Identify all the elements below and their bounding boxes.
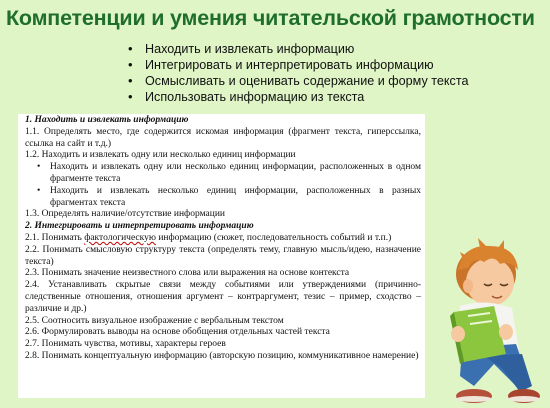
skill-item: • Интегрировать и интерпретировать информацию bbox=[128, 57, 468, 73]
doc-item: 2.7. Понимать чувства, мотивы, характеры героев bbox=[25, 339, 226, 350]
skills-list bbox=[128, 41, 468, 105]
doc-item: 2.5. Соотносить визуальное изображение с вербальным текстом bbox=[25, 315, 284, 326]
doc-text: 2.1. Понимать bbox=[25, 232, 85, 243]
doc-item: 2.2. Понимать смысловую структуру текста (определять тему, главную мысль/идею, назначение текста) bbox=[25, 244, 421, 267]
doc-item: 1.2. Находить и извлекать одну или несколько единиц информации bbox=[25, 150, 296, 161]
doc-item: 2.3. Понимать значение неизвестного слова или выражения на основе контекста bbox=[25, 268, 350, 279]
doc-item bbox=[25, 233, 421, 245]
section-heading: 2. Интегрировать и интерпретировать информацию bbox=[25, 221, 254, 232]
reading-boy-illustration bbox=[424, 236, 550, 408]
doc-item: 1.3. Определять наличие/отсутствие информации bbox=[25, 209, 225, 220]
doc-item: 2.4. Устанавливать скрытые связи между событиями или утверждениями (причинно-следственные отношения, отношения аргумент – контраргумент, тезис – пример, сходство – различие и др.) bbox=[25, 280, 421, 314]
doc-item: 1.1. Определять место, где содержится искомая информация (фрагмент текста, гиперссылка, ссылка на сайт и т.д.) bbox=[25, 126, 421, 149]
skill-item: • Находить и извлекать информацию bbox=[128, 41, 468, 57]
doc-item: 2.6. Формулировать выводы на основе обобщения отдельных частей текста bbox=[25, 327, 330, 338]
doc-subitem: • Находить и извлекать несколько единиц информации, расположенных в разных фрагментах текста bbox=[25, 186, 421, 210]
slide-title: Компетенции и умения читательской грамотности bbox=[6, 6, 535, 30]
doc-item: 2.8. Понимать концептуальную информацию (авторскую позицию, коммуникативное намерение) bbox=[25, 350, 419, 361]
section-heading: 1. Находить и извлекать информацию bbox=[25, 115, 189, 125]
misspelled-word: фактологическую bbox=[84, 232, 156, 243]
document-excerpt bbox=[18, 114, 425, 398]
doc-text: информацию (сюжет, последовательность событий и т.п.) bbox=[155, 232, 392, 243]
doc-subitem: • Находить и извлекать одну или несколько единиц информации, расположенных в одном фрагменте текста bbox=[25, 162, 421, 186]
skill-item: • Использовать информацию из текста bbox=[128, 89, 468, 105]
skill-item: • Осмысливать и оценивать содержание и форму текста bbox=[128, 73, 468, 89]
